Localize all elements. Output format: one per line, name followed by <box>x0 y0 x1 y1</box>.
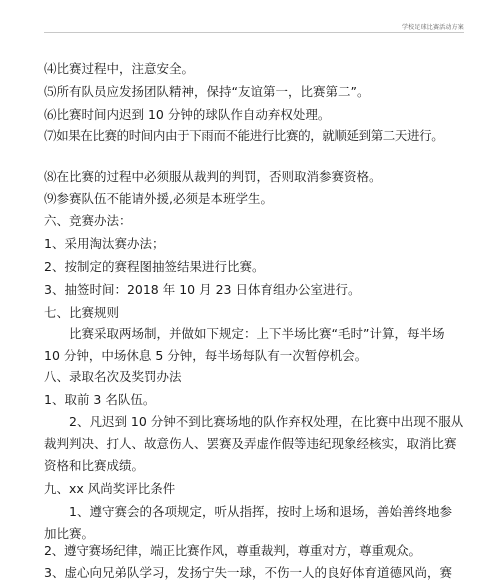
paragraph-award-2: 2、遵守赛场纪律，端正比赛作风，尊重裁判，尊重对方，尊重观众。 <box>44 543 421 558</box>
header-divider <box>44 32 464 33</box>
paragraph-item-7: ⑺如果在比赛的时间内由于下雨而不能进行比赛的，就顺延到第二天进行。 <box>44 128 444 143</box>
paragraph-award-1: 1、遵守赛会的各项规定，听从指挥，按时上场和退场，善始善终地参加比赛。 <box>44 504 452 541</box>
paragraph-method-1: 1、采用淘汰赛办法； <box>44 236 165 251</box>
paragraph-item-4: ⑷比赛过程中，注意安全。 <box>44 61 195 76</box>
section-heading-ranking-awards: 八、录取名次及奖罚办法 <box>44 369 182 384</box>
paragraph-award-3: 3、虚心向兄弟队学习，发扬宁失一球，不伤一人的良好体育道德风尚，赛 <box>44 565 452 580</box>
page-header-title: 学校足球比赛活动方案 <box>401 24 464 31</box>
section-heading-competition-method: 六、竞赛办法： <box>44 213 132 228</box>
paragraph-rules: 比赛采取两场制，并做如下规定：上下半场比赛“毛时”计算，每半场 10 分钟，中场休息 5 分钟，每半场每队有一次暂停机会。 <box>44 326 445 363</box>
paragraph-ranking-2: 2、凡迟到 10 分钟不到比赛场地的队作弃权处理，在比赛中出现不服从裁判判决、打人、故意伤人、罢赛及弄虚作假等违纪现象经核实，取消比赛资格和比赛成绩。 <box>44 414 464 473</box>
section-heading-rules: 七、比赛规则 <box>44 305 120 320</box>
paragraph-item-8: ⑻在比赛的过程中必须服从裁判的判罚，否则取消参赛资格。 <box>44 169 382 184</box>
paragraph-method-3: 3、抽签时间：2018 年 10 月 23 日体育组办公室进行。 <box>44 282 361 297</box>
paragraph-method-2: 2、按制定的赛程图抽签结果进行比赛。 <box>44 259 265 274</box>
paragraph-item-9: ⑼参赛队伍不能请外援,必须是本班学生。 <box>44 191 273 206</box>
paragraph-ranking-1: 1、取前 3 名队伍。 <box>44 392 156 407</box>
paragraph-item-6: ⑹比赛时间内迟到 10 分钟的球队作自动弃权处理。 <box>44 107 331 122</box>
section-heading-sportsmanship-award: 九、xx 风尚奖评比条件 <box>44 481 176 496</box>
paragraph-item-5: ⑸所有队员应发扬团队精神，保持“友谊第一，比赛第二”。 <box>44 84 370 99</box>
